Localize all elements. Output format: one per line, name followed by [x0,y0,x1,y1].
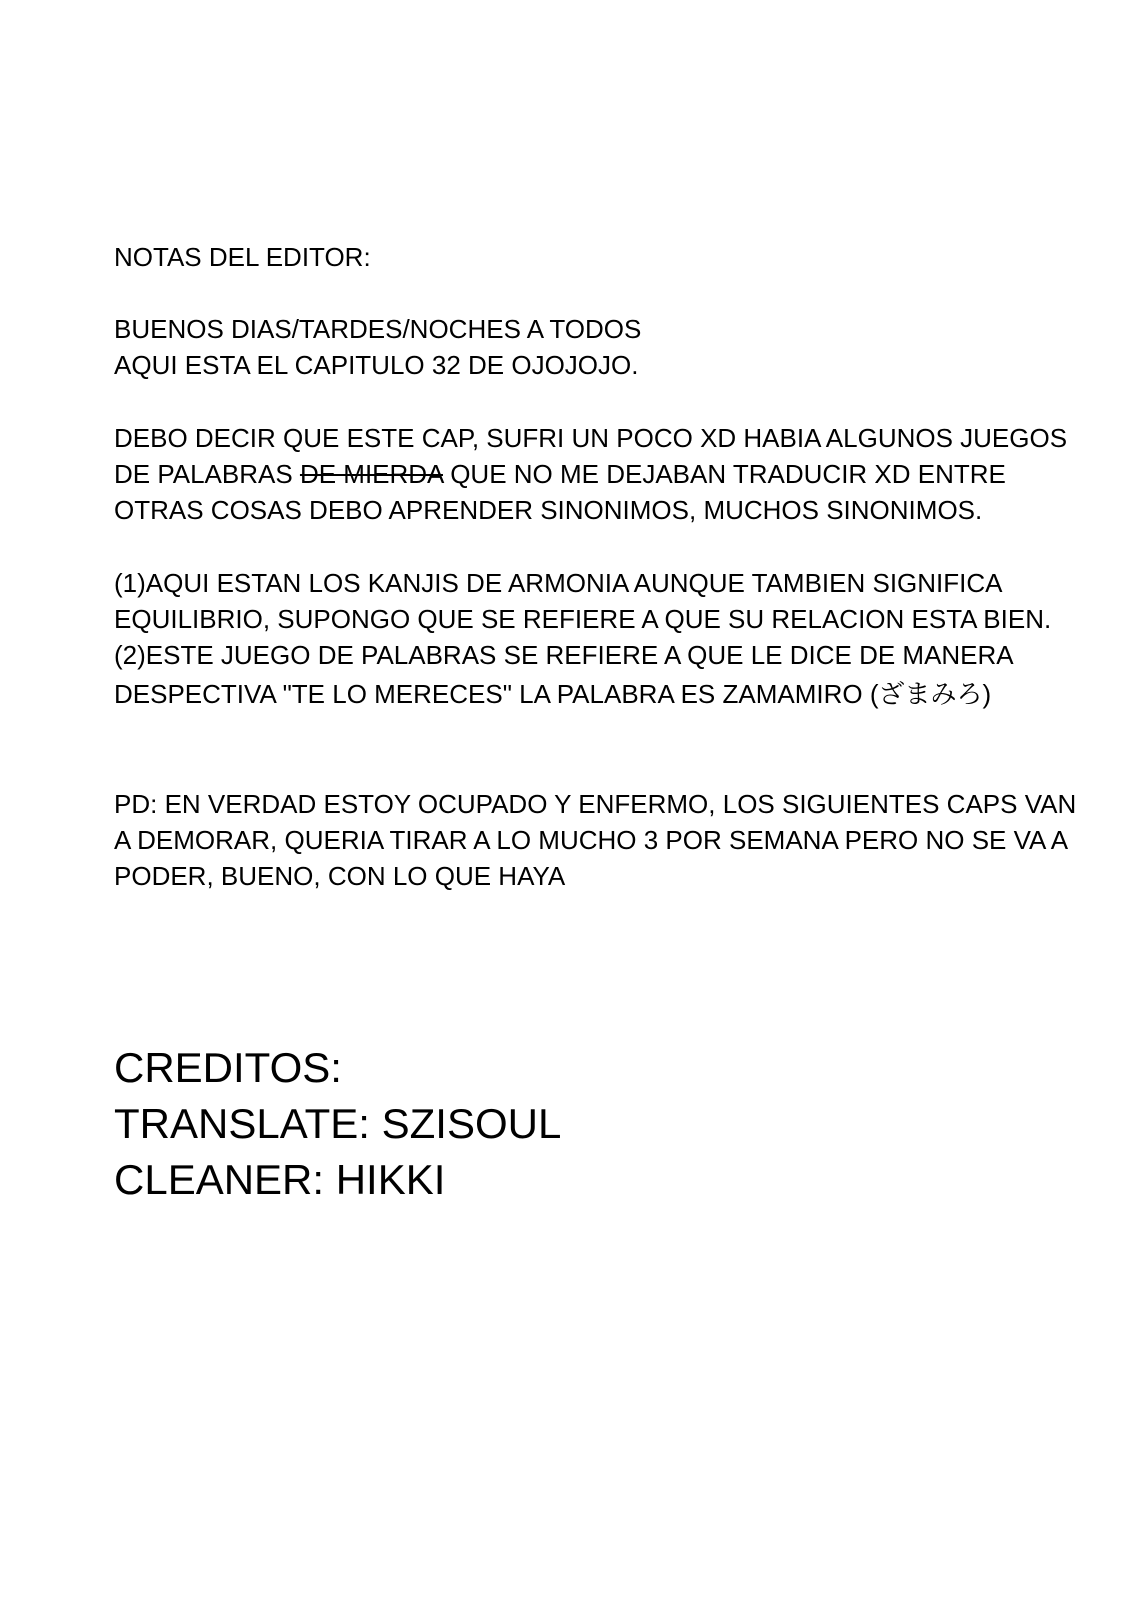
greeting-line-2: AQUI ESTA EL CAPITULO 32 DE OJOJOJO. [114,350,639,380]
paragraph-1-line-3: OTRAS COSAS DEBO APRENDER SINONIMOS, MUCHOS SINONIMOS. [114,495,983,525]
note-2-line-2: DESPECTIVA "TE LO MERECES" LA PALABRA ES ZAMAMIRO (ざまみろ) [114,679,992,709]
pd-line-3: PODER, BUENO, CON LO QUE HAYA [114,861,566,891]
paragraph-1-line-2-end: QUE NO ME DEJABAN TRADUCIR XD ENTRE [442,459,1006,489]
pd-line-2: A DEMORAR, QUERIA TIRAR A LO MUCHO 3 POR SEMANA PERO NO SE VA A [114,825,1069,855]
pd-line-1: PD: EN VERDAD ESTOY OCUPADO Y ENFERMO, LOS SIGUIENTES CAPS VAN [114,789,1077,819]
note-1-line-1: (1)AQUI ESTAN LOS KANJIS DE ARMONIA AUNQUE TAMBIEN SIGNIFICA [114,568,1003,598]
struck-text: DE MIERDA [299,459,443,489]
paragraph-1-line-2-start: DE PALABRAS [114,459,300,489]
notes-heading: NOTAS DEL EDITOR: [114,242,371,272]
credit-cleaner: CLEANER: HIKKI [114,1156,446,1203]
paragraph-1-line-2 [114,459,1006,489]
credit-translate: TRANSLATE: SZISOUL [114,1100,562,1147]
note-1-line-2: EQUILIBRIO, SUPONGO QUE SE REFIERE A QUE SU RELACION ESTA BIEN. [114,604,1052,634]
note-2-line-1: (2)ESTE JUEGO DE PALABRAS SE REFIERE A QUE LE DICE DE MANERA [114,640,1014,670]
greeting-line-1: BUENOS DIAS/TARDES/NOCHES A TODOS [114,314,642,344]
credits-heading: CREDITOS: [114,1044,342,1091]
paragraph-1-line-1: DEBO DECIR QUE ESTE CAP, SUFRI UN POCO XD HABIA ALGUNOS JUEGOS [114,423,1068,453]
